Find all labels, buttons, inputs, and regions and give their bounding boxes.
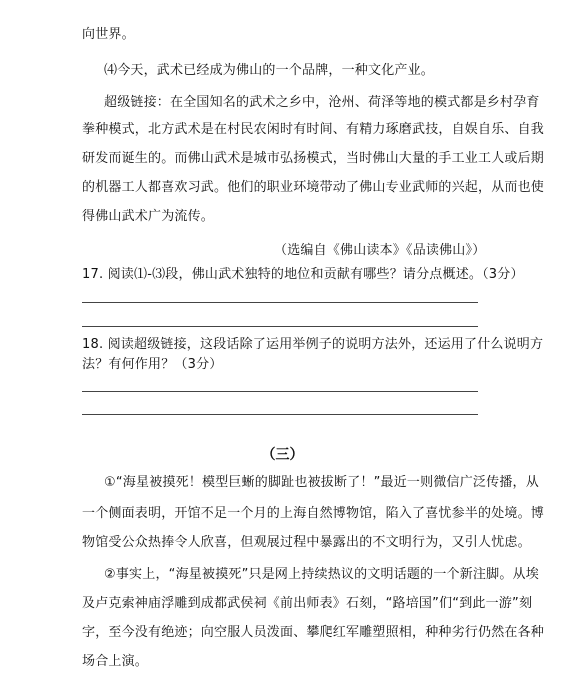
paragraph-2-line-4: 场合上演。	[82, 654, 149, 669]
question-18-line-2: 法？有何作用？（3分）	[82, 357, 223, 372]
question-18-line-1: 18. 阅读超级链接，这段话除了运用举例子的说明方法外，还运用了什么说明方	[82, 337, 544, 352]
section-title: （三）	[261, 447, 304, 463]
answer-line	[82, 302, 478, 303]
answer-line	[82, 414, 478, 415]
paragraph-2-line-2: 及卢克索神庙浮雕到成都武侯祠《前出师表》石刻，“路培国”们“到此一游”刻	[82, 596, 533, 611]
answer-line	[82, 391, 478, 392]
paragraph-1-line-2: 一个侧面表明，开馆不足一个月的上海自然博物馆，陷入了喜忧参半的处境。博	[82, 506, 545, 521]
question-17: 17. 阅读⑴-⑶段，佛山武术独特的地位和贡献有哪些？请分点概述。（3分）	[82, 267, 524, 282]
paragraph-2-line-3: 字，至今没有绝迹；向空服人员泼面、攀爬红军雕塑照相，种种劣行仍然在各种	[82, 625, 545, 640]
super-link-line-5: 得佛山武术广为流传。	[82, 209, 215, 224]
source-citation: （选编自《佛山读本》《品读佛山》）	[274, 243, 486, 258]
super-link-line-4: 的机器工人都喜欢习武。他们的职业环境带动了佛山专业武师的兴起，从而也使	[82, 180, 545, 195]
text-line-1: 向世界。	[82, 27, 135, 42]
paragraph-1-line-1: ①“海星被摸死！模型巨蜥的脚趾也被拔断了！”最近一则微信广泛传播，从	[104, 475, 539, 490]
answer-line	[82, 326, 478, 327]
super-link-line-2: 拳种模式，北方武术是在村民农闲时有时间、有精力琢磨武技，自娱自乐、自我	[82, 122, 545, 137]
super-link-line-1: 超级链接：在全国知名的武术之乡中，沧州、荷泽等地的模式都是乡村孕育	[104, 95, 540, 110]
super-link-line-3: 研发而诞生的。而佛山武术是城市弘扬模式，当时佛山大量的手工业工人或后期	[82, 151, 545, 166]
paragraph-1-line-3: 物馆受公众热捧令人欣喜，但观展过程中暴露出的不文明行为，又引人忧虑。	[82, 535, 531, 550]
paragraph-4: ⑷今天，武术已经成为佛山的一个品牌，一种文化产业。	[104, 63, 435, 78]
paragraph-2-line-1: ②事实上，“海星被摸死”只是网上持续热议的文明话题的一个新注脚。从埃	[104, 567, 539, 582]
